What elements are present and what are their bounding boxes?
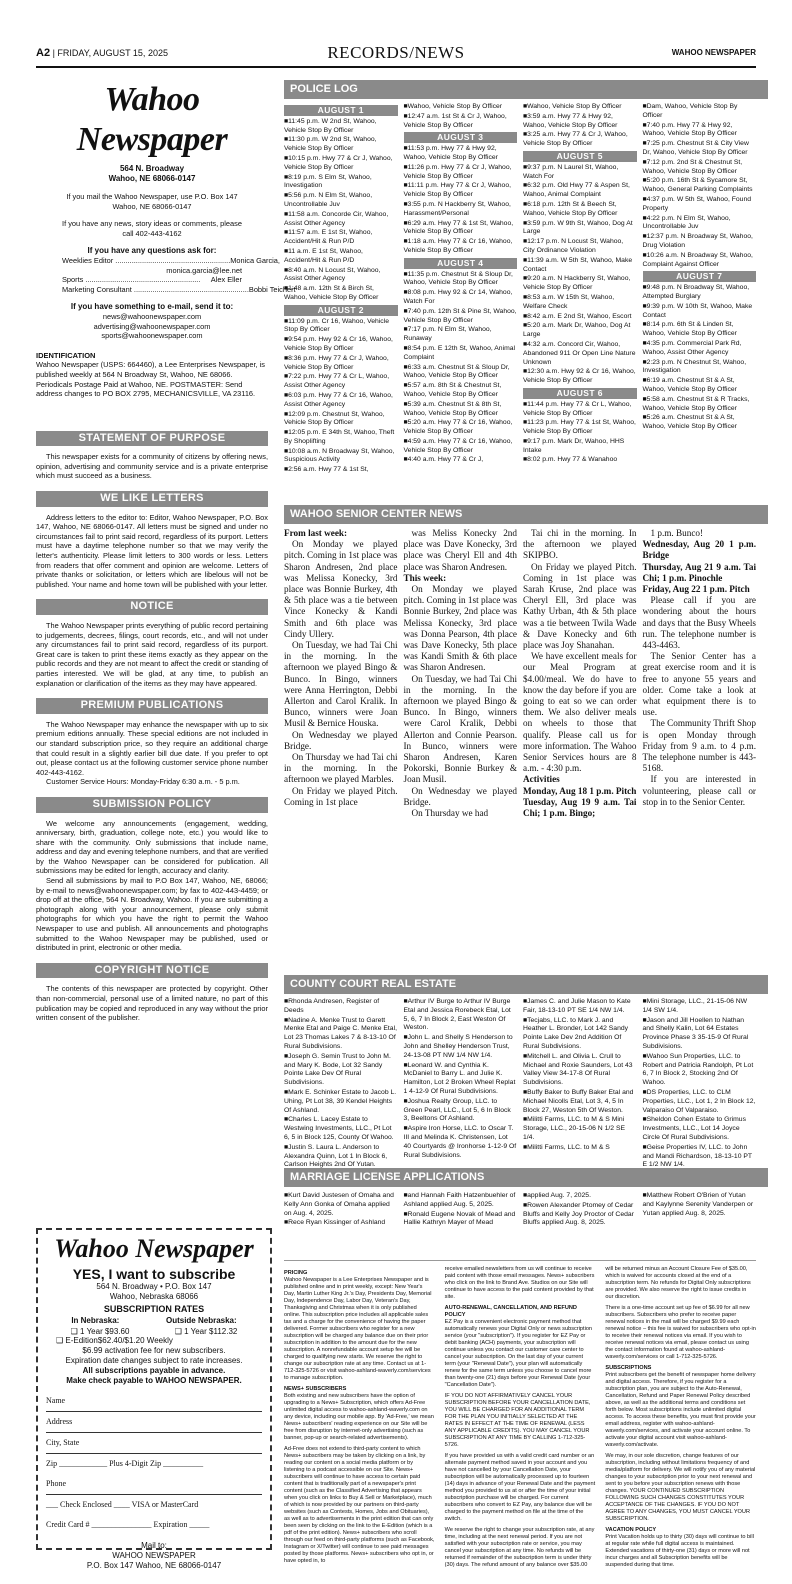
contact-row <box>62 255 280 266</box>
log-entry: ■ 11 a.m. E 1st St, Wahoo, Accident/Hit & Run P/D <box>284 248 398 266</box>
log-entry: ■ 11:45 p.m. W 2nd St, Wahoo, Vehicle Stop By Officer <box>284 118 398 136</box>
column <box>605 1266 756 1566</box>
senior-subheading: From last week: <box>284 528 348 538</box>
date-heading: AUGUST 4 <box>404 258 518 269</box>
senior-paragraph: On Thursday we had <box>411 808 489 819</box>
log-entry: ■ Buffy Baker to Buffy Baker Etal and Michael Nicolls Etal, Lot 3, 4, 5 In Block 27, Weston 5th Of Weston. <box>523 1089 637 1115</box>
statement-heading: STATEMENT OF PURPOSE <box>36 431 268 447</box>
terms-paragraph: If you have provided us with a valid credit card number or an alternate payment method saved in your account and you have not cancelled by your Cancellation Date, your subscription will be automatically processed up to fourteen (14) days in advance of your Renewal Date and the payment method you provided to us at or after the time of your initial subscription purchase will be charged. For current subscribers who convert to EZ Pay, any balance due will be charged to the payment method on file at the time of the switch. <box>444 1453 596 1522</box>
senior-subheading: Tuesday, Aug 19 9 a.m. Tai Chi; 1 p.m. Bingo; <box>523 796 637 819</box>
email-address: news@wahoonewspaper.com <box>102 311 202 321</box>
senior-subheading: Thursday, Aug 21 9 a.m. Tai Chi; 1 p.m. Pinochle <box>642 561 756 583</box>
senior-paragraph: The Senior Center has a great exercise room and it is free to anyone 55 years and older. Come take a look at what equipment there is to use. <box>642 651 756 718</box>
premium-text: The Wahoo Newspaper may enhance the newspaper with up to six premium editions annually. These special editions are not included in our standard subscription price, so they require an additional charge that could result in a slightly earlier bill due date. If you prefer to opt out, please contact us at the following customer service phone number 402-443-4162. <box>36 719 268 777</box>
submission-text: Send all submissions by mail to P.O Box 147, Wahoo, NE, 68066; by e-mail to news@wahoonewspaper.com; by fax to 402-443-4459; or drop off at the office, 564 N. Broadway, Wahoo. If you are submitting a photograph along with your announcement, please only submit photographs for which you have the right to permit the Wahoo Newspaper to use and publish. All announcements and photographs submitted to the Wahoo Newspaper may be published, used or distributed in print, electronic or other media. <box>36 876 268 953</box>
terms-paragraph: receive emailed newsletters from us will continue to receive paid content with those email messages. News+ subscribers who click on the link to Brand Ave. Studios on our Site will continue to have access to the paid content provided by that site. <box>444 1266 595 1300</box>
senior-subheading: Friday, Aug 22 1 p.m. Pitch <box>642 584 750 595</box>
log-entry: ■ 10:08 a.m. N Broadway St, Wahoo, Suspicious Activity <box>284 448 398 466</box>
terms-heading: VACATION POLICY <box>605 1527 657 1533</box>
log-entry: ■ Nadine A. Menke Trust to Garett Menke Etal and Paige C. Menke Etal, Lot 23 Thomas Lakes 7 & 8-13-10 Of Rural Subdivisions. <box>284 1017 398 1052</box>
senior-subheading: Activities <box>523 774 560 785</box>
column <box>403 998 518 1159</box>
paper-name: WAHOO NEWSPAPER <box>671 48 756 57</box>
senior-paragraph: On Wednesday we played Bridge. <box>403 785 517 807</box>
coupon-address: Wahoo, Nebraska 68066 <box>109 1292 199 1301</box>
out-state-rate[interactable]: ❑ 1 Year $112.32 <box>174 1327 238 1336</box>
terms-paragraph: EZ Pay is a convenient electronic payment method that automatically renews your Digital Only or news subscription service (your "subscription"). If you register for EZ Pay or debit banking (ACH) payments, your subscription will continue unless you contact our customer care center to cancel your subscription. On the last day of your current term (your "Renewal Date"), your plan will automatically renew for the same term unless you choose to cancel more than twenty-one (21) days before your Renewal Date (your "Cancellation Date"). <box>444 1319 593 1388</box>
log-entry: ■ Jason and Jill Hoellen to Nathan and Shelly Kalin, Lot 64 Estates Province Phase 3 35-15-9 Of Rural Subdivisions. <box>643 1017 757 1052</box>
submission-heading: SUBMISSION POLICY <box>36 797 268 813</box>
log-entry: ■ Joshua Realty Group, LLC. to Green Pearl, LLC., Lot 5, 6 In Block 3, Beeltons Of Ashland. <box>404 1098 518 1124</box>
terms-paragraph: Print Vacation holds up to thirty (30) days will continue to bill at regular rate while full digital access is maintained. Extended vacations of thirty-one (31) days or more will not incur charges and all Subscription benefits will be suspended during that time. <box>605 1534 754 1568</box>
senior-paragraph: On Monday we played pitch. Coming in 1st place was Sharon Andresen, 2nd place was Melissa Konecky, 3rd place was Bonnie Burkey, 4th & 5th place was a tie between Vince Konecky & Kandi Smith and 6th place was Cindy Ullery. <box>284 539 398 639</box>
log-entry: ■ 4:37 p.m. W 5th St, Wahoo, Found Property <box>643 196 757 214</box>
log-entry: ■ 3:59 p.m. W 9th St, Wahoo, Dog At Large <box>523 220 637 238</box>
senior-paragraph: On Thursday we had Tai chi in the morning. In the afternoon we played Marbles. <box>284 752 398 785</box>
log-entry: ■ 9:48 p.m. N Broadway St, Wahoo, Attempted Burglary <box>643 284 757 302</box>
mail-to-address: P.O. Box 147 Wahoo, NE 68066-0147 <box>86 1561 222 1570</box>
log-entry: ■ 8:42 a.m. E 2nd St, Wahoo, Escort <box>523 313 637 322</box>
log-entry: ■ Mitchell L. and Olivia L. Crull to Michael and Roxie Saunders, Lot 43 Valley View 34-17-8 Of Rural Subdivisions. <box>523 1053 637 1088</box>
date-heading: AUGUST 2 <box>284 305 398 316</box>
log-entry: ■ 6:29 a.m. Hwy 77 & 1st St, Wahoo, Vehicle Stop By Officer <box>404 220 518 238</box>
police-log <box>284 103 756 474</box>
in-state-label: In Nebraska: <box>71 1316 120 1325</box>
letters-text: Address letters to the editor to: Editor, Wahoo Newspaper, P.O. Box 147, Wahoo, NE 68066-0147. All letters must be signed and under no circumstances fail to print said record, regardless of its purport. Letters must have a daytime telephone number so that we may verify the letter's authenticity. Please limit letters to 300 words or less. Letters from readers that offer comment and opinion are welcome. Letters of private thanks or solicitation, or letters which are libelous will not be published. Your name and home town will be published with your letter. <box>36 512 268 589</box>
log-entry: ■ Rhonda Andresen, Register of Deeds <box>284 998 398 1016</box>
log-entry: ■ 1:18 a.m. Hwy 77 & Cr 16, Wahoo, Vehicle Stop By Officer <box>404 238 518 256</box>
column <box>404 528 518 958</box>
log-entry: ■ 7:17 p.m. N Elm St, Wahoo, Runaway <box>404 326 518 344</box>
log-entry: ■ Tecjabs, LLC. to Mark J. and Heather L. Bronder, Lot 142 Sandy Pointe Lake Dev 2nd Addition Of Rural Subdivisions. <box>523 1017 637 1052</box>
log-entry: ■ 5:39 a.m. Chestnut St & 8th St, Wahoo, Vehicle Stop By Officer <box>404 401 518 419</box>
in-state-rate[interactable]: ❑ 1 Year $93.60 <box>70 1327 130 1336</box>
senior-paragraph: Tai chi in the morning. In the afternoon we played SKIPBO. <box>523 528 637 561</box>
senior-paragraph: The Community Thrift Shop is open Monday through Friday from 9 a.m. to 4 p.m. The telephone number is 443-5168. <box>642 718 756 774</box>
senior-center-news <box>284 528 756 958</box>
submission-text: We welcome any announcements (engagement, wedding, anniversary, birth, graduation, college note, etc.) you would like to share with the community. Only submissions that include name, address and day and evening telephone numbers, and that are verified by the Wahoo Newspaper can be considered for publication. All submissions may be edited for length, accuracy and clarity. <box>36 818 268 876</box>
log-entry: ■ Militti Farms, LLC. to M & S Mini Storage, LLC., 20-15-06 N 1/2 SE 1/4. <box>523 1116 637 1142</box>
log-entry: ■ 5:20 a.m. Mark Dr, Wahoo, Dog At Large <box>523 322 637 340</box>
terms-paragraph: Wahoo Newspaper is a Lee Enterprises Newspaper and is published online and in print weekly, except: New Year's Day, Martin Luther King Jr.'s Day, Presidents Day, Memorial Day, Independence Day, Labor Day, Veteran's Day, Thanksgiving and Christmas when it is only published online. This subscription price includes all applicable sales tax and a charge for the convenience of having the paper delivered. Former subscribers who register for a new subscription will be charged any balance due on their prior subscription in addition to the amount due for the new subscription. A nonrefundable account setup fee will be charged to qualifying new starts. We reserve the right to change our subscription rate at any time. Contact us at 1-712-325-5726 or visit wahoo-ashland-waverly.com/services to manage subscription. <box>284 1277 432 1381</box>
log-entry: ■ Mark E. Schinker Estate to Jacob L. Uhing, Pt Lot 38, 39 Kendel Heights Of Ashland. <box>284 1089 398 1115</box>
log-entry: ■ John L. and Shelly S Henderson to John and Shelley Henderson Trust, 24-13-08 PT NW 1/4 NW 1/4. <box>404 1034 518 1060</box>
real-estate-list <box>284 998 756 1169</box>
senior-paragraph: On Tuesday, we had Tai Chi in the morning. In the afternoon we played Bingo & Bunco. In Bingo, winners were Anna Herrington, Debbi Allerton and Carol Kralik. In Bunco, winners were Joan Musil & Bernice Houska. <box>284 640 398 729</box>
column <box>284 528 398 958</box>
column <box>523 998 637 1151</box>
column <box>284 1192 398 1252</box>
out-state-label: Outside Nebraska: <box>165 1316 237 1325</box>
column <box>445 1266 596 1566</box>
log-entry: ■ 12:47 a.m. 1st St & Cr J, Wahoo, Vehicle Stop By Officer <box>404 113 518 131</box>
notice-text: The Wahoo Newspaper prints everything of public record pertaining to judgements, decrees, filings, court records, etc., and will not under any circumstances fail to print said record, regardless of its purport. Great care is taken to print these items exactly as they appear on the public records and they are not meant to affect the credit or standing of parties interested. We will be glad, at any time, to publish an explanation or clarification of the items as they may have appeared. <box>36 621 268 688</box>
log-entry: ■ 4:35 p.m. Commercial Park Rd, Wahoo, Assist Other Agency <box>643 340 757 358</box>
column <box>643 528 757 958</box>
log-entry: ■ 12:37 p.m. N Broadway St, Wahoo, Drug Violation <box>643 233 757 251</box>
log-entry: ■ Militti Farms, LLC. to M & S <box>523 1144 637 1153</box>
subscription-terms <box>284 1266 756 1566</box>
log-entry: ■ 3:55 p.m. N Hackberry St, Wahoo, Harassment/Personal <box>404 201 518 219</box>
log-entry: ■ applied Aug. 7, 2025. <box>523 1192 637 1201</box>
log-entry: ■ Leonard W. and Cynthia K. McDaniel to Barry L. and Julie K. Hamilton, Lot 2 Broken Wheel Replat 1 4-12-9 Of Rural Subdivisions. <box>404 1062 518 1097</box>
log-entry: ■ 6:03 p.m. Hwy 77 & Cr 16, Wahoo, Assist Other Agency <box>284 392 398 410</box>
rates-values <box>48 1327 260 1336</box>
log-entry: ■ 6:19 a.m. Chestnut St & A St, Wahoo, Vehicle Stop By Officer <box>643 377 757 395</box>
log-entry: ■ 5:26 a.m. Chestnut St & A St, Wahoo, Vehicle Stop By Officer <box>643 414 757 432</box>
log-entry: ■ 7:40 p.m. Hwy 77 & Hwy 92, Wahoo, Vehicle Stop By Officer <box>643 122 757 140</box>
senior-paragraph: Please call if you are wondering about the hours and days that the Busy Wheels run. The telephone number is 443-4463. <box>642 595 756 651</box>
date-heading: AUGUST 5 <box>523 151 637 162</box>
identification-heading: IDENTIFICATION <box>36 350 96 360</box>
subscription-coupon <box>36 1228 272 1570</box>
log-entry: ■ 2:56 a.m. Hwy 77 & 1st St, <box>284 466 398 475</box>
log-entry: ■ Ronald Eugene Novak of Mead and Hallie Kathryn Mayer of Mead <box>404 1211 518 1229</box>
log-entry: ■ 12:09 p.m. Chestnut St, Wahoo, Vehicle Stop By Officer <box>284 411 398 429</box>
senior-paragraph: 1 p.m. Bunco! <box>650 528 704 538</box>
log-entry: ■ 12:17 p.m. N Locust St, Wahoo, City Ordinance Violation <box>523 238 637 256</box>
terms-paragraph: will be returned minus an Account Closure Fee of $35.00, which is waived for accounts closed at the end of a subscription term. No refunds for Digital Only subscriptions are provided. We also reserve the right to issue credits in our discretion. <box>605 1266 751 1300</box>
log-entry: ■ Dam, Wahoo, Vehicle Stop By Officer <box>643 103 757 121</box>
mail-to <box>38 1541 270 1571</box>
log-entry: ■ 5:56 p.m. N Elm St, Wahoo, Uncontrollable Juv <box>284 192 398 210</box>
date-heading: AUGUST 3 <box>404 132 518 143</box>
log-entry: ■ 10:26 a.m. N Broadway St, Wahoo, Complaint Against Officer <box>643 252 757 270</box>
masthead-address <box>36 164 268 184</box>
senior-paragraph: We have excellent meals for our Meal Program at $4.00/meal. We do have to know the day before if you are going to eat so we can order them. We also deliver meals on wheels to those that qualify. Please call us for more information. The Wahoo Senior Services hours are 8 a.m. - 4:30 p.m. <box>523 651 637 774</box>
zip-field[interactable]: Zip ____________ Plus 4-Digit Zip __________ <box>46 1459 204 1468</box>
log-entry: ■ 6:32 p.m. Old Hwy 77 & Aspen St, Wahoo, Animal Complaint <box>523 182 637 200</box>
column <box>404 1192 518 1252</box>
log-entry: ■ Wahoo Sun Properties, LLC. to Robert and Patricia Randolph, Pt Lot 6, 7 In Block 2, Stocking 2nd Of Wahoo. <box>643 1053 757 1088</box>
senior-paragraph: On Friday we played Pitch. Coming in 1st place <box>284 785 398 807</box>
contact-row <box>62 275 242 285</box>
log-entry: ■ Mini Storage, LLC., 21-15-06 NW 1/4 SW 1/4. <box>643 998 757 1016</box>
mail-note: If you mail the Wahoo Newspaper, use P.O. Box 147 Wahoo, NE 68066-0147 <box>66 192 238 211</box>
log-entry: ■ 11:09 p.m. Cr 16, Wahoo, Vehicle Stop By Officer <box>284 318 398 336</box>
log-entry: ■ Rece Ryan Kissinger of Ashland <box>284 1219 398 1228</box>
page-date: FRIDAY, AUGUST 15, 2025 <box>57 48 168 58</box>
questions-heading: If you have any questions ask for: <box>87 246 217 256</box>
log-entry: ■ 2:23 p.m. N Chestnut St, Wahoo, Investigation <box>643 359 757 377</box>
log-entry: ■ 9:17 p.m. Mark Dr, Wahoo, HHS Intake <box>523 438 637 456</box>
log-entry: ■ 11:30 p.m. W 2nd St, Wahoo, Vehicle Stop By Officer <box>284 136 398 154</box>
marriage-heading: MARRIAGE LICENSE APPLICATIONS <box>284 1168 768 1187</box>
left-column <box>36 78 296 1023</box>
log-entry: ■ 5:58 a.m. Chestnut St & R Tracks, Wahoo, Vehicle Stop By Officer <box>643 396 757 414</box>
log-entry: ■ 5:57 a.m. 8th St & Chestnut St, Wahoo, Vehicle Stop By Officer <box>404 382 518 400</box>
notice-heading: NOTICE <box>36 599 268 615</box>
log-entry: ■ 11:57 a.m. E 1st St, Wahoo, Accident/Hit & Run P/D <box>284 229 398 247</box>
senior-paragraph: On Tuesday, we had Tai Chi in the morning. In the afternoon we played Bingo & Bunco. In Bingo, winners were Carol Kralik, Debbi Allerton and Connie Pearson. In Bunco, winners were Sharon Andresen, Karen Pokorski, Bonnie Burkey & Joan Musil. <box>403 673 517 785</box>
column <box>643 1192 757 1252</box>
log-entry: ■ 11:23 p.m. Hwy 77 & 1st St, Wahoo, Vehicle Stop By Officer <box>523 419 637 437</box>
terms-heading: AUTO-RENEWAL, CANCELLATION, AND REFUND POLICY <box>444 1305 577 1318</box>
log-entry: ■ 9:39 p.m. W 10th St, Wahoo, Make Contact <box>643 303 757 321</box>
contact-name: Alex Eller <box>210 275 242 285</box>
coupon-address: 564 N. Broadway • P.O. Box 147 <box>96 1282 212 1291</box>
coupon-title: YES, I want to subscribe <box>72 1266 236 1282</box>
log-entry: ■ 8:53 a.m. W 15th St, Wahoo, Welfare Check <box>523 294 637 312</box>
terms-paragraph: There is a one-time account set up fee of $6.99 for all new subscribers. Subscribers who prefer to receive paper renewal notices in the mail will be charged $9.99 each renewal notice – this fee is waived for subscribers who opt-in to receive their renewal notices via email. If you wish to receive renewal notices via email, please contact us using the contact information found at wahoo-ashland-waverly.com/services or call 1-712-325-5726. <box>605 1305 756 1360</box>
email-heading: If you have something to e-mail, send it to: <box>70 302 234 312</box>
activation-fee: $6.99 activation fee for new subscribers. <box>82 1346 226 1355</box>
e-edition-rate[interactable]: ❑ E-Edition$62.40/$1.20 Weekly <box>56 1336 173 1345</box>
contact-name: Monica Garcia, <box>230 255 280 265</box>
rates-heading: SUBSCRIPTION RATES <box>103 1304 205 1314</box>
column <box>523 103 637 464</box>
contact-row: monica.garcia@lee.net <box>166 265 242 275</box>
log-entry: ■ 4:22 p.m. N Elm St, Wahoo, Uncontrollable Juv <box>643 215 757 233</box>
log-entry: ■ Arthur IV Burge to Arthur IV Burge Etal and Jessica Rorebeck Etal, Lot 5, 6, 7 In Block 2, East Weston Of Weston. <box>404 998 518 1033</box>
senior-paragraph: On Wednesday we played Bridge. <box>284 729 398 751</box>
log-entry: ■ Rowen Alexander Ptomey of Cedar Bluffs and Kelly Joy Proctor of Cedar Bluffs applied Aug. 8, 2025. <box>523 1202 637 1228</box>
log-entry: ■ 6:33 a.m. Chestnut St & Sloup Dr, Wahoo, Vehicle Stop By Officer <box>404 364 518 382</box>
senior-heading: WAHOO SENIOR CENTER NEWS <box>284 505 768 524</box>
log-entry: ■ 8:54 p.m. E 12th St, Wahoo, Animal Complaint <box>404 345 518 363</box>
log-entry: ■ Wahoo, Vehicle Stop By Officer <box>404 103 518 112</box>
terms-paragraph: We may, in our sole discretion, change features of our subscription, including without limitations frequency of and media/platform for delivery. We will notify you of any material changes to your subscription prior to your next renewal and sent to you before your subscription renews with those changes. YOUR CONTINUED SUBSCRIPTION FOLLOWING SUCH CHANGES CONSTITUTES YOUR ACCEPTANCE OF THE CHANGES. IF YOU DO NOT AGREE TO ANY CHANGES, YOU MUST CANCEL YOUR SUBSCRIPTION. <box>605 1453 756 1522</box>
log-entry: ■ James C. and Julie Mason to Kate Fair, 18-13-10 PT SE 1/4 NW 1/4. <box>523 998 637 1016</box>
terms-paragraph: Print subscribers get the benefit of newspaper home delivery and digital access. Therefore, if you register for a subscription plan, you are subject to the Auto-Renewal, Cancellation, Refund and Paper Renewal Policy described above, as well as the additional terms and conditions set forth below. Most subscriptions include unlimited digital access. To access these benefits, you must first provide your email address, register with wahoo-ashland-waverly.com/services, and activate your account online. To activate your digital account visit wahoo-ashland-waverly.com/activate. <box>605 1372 756 1448</box>
log-entry: ■ Matthew Robert O'Brien of Yutan and Kaylynne Serenity Vanderpen or Yutan applied Aug. 8, 2025. <box>643 1192 757 1218</box>
log-entry: ■ Justin S. Laura L. Anderson to Alexandra Quinn, Lot 1 In Block 6, Carlson Heights 2nd Of Yutan. <box>284 1144 398 1170</box>
log-entry: ■ 6:18 p.m. 12th St & Beech St, Wahoo, Vehicle Stop By Officer <box>523 201 637 219</box>
log-entry: ■ 3:59 a.m. Hwy 77 & Hwy 92, Wahoo, Vehicle Stop By Officer <box>523 113 637 131</box>
log-entry: ■ 5:20 a.m. Hwy 77 & Cr 16, Wahoo, Vehicle Stop By Officer <box>404 419 518 437</box>
mail-to-label: Mail to: <box>141 1541 167 1550</box>
log-entry: ■ 11:35 p.m. Chestnut St & Sloup Dr, Wahoo, Vehicle Stop By Officer <box>404 271 518 289</box>
copyright-heading: COPYRIGHT NOTICE <box>36 963 268 979</box>
identification-text: Wahoo Newspaper (USPS: 664460), a Lee Enterprises Newspaper, is published weekly at 564 N Broadway St, Wahoo, NE 68066. Periodicals Postage Paid at Wahoo, NE. POSTMASTER: Send address changes to PO BOX 2795, MECHANICSVILLE, VA 23116. <box>36 360 265 399</box>
senior-paragraph: was Meliss Konecky 2nd place was Dave Konecky, 3rd place was Cheryl Ell and 4th place was Sharon Andresen. <box>403 528 517 572</box>
log-entry: ■ 10:15 p.m. Hwy 77 & Cr J, Wahoo, Vehicle Stop By Officer <box>284 155 398 173</box>
coupon-logo: Wahoo Newspaper <box>54 1234 254 1263</box>
contact-role: Marketing Consultant ..... <box>62 285 249 295</box>
divider <box>284 1260 756 1261</box>
contact-role: Sports ..... <box>62 275 211 285</box>
log-entry: ■ 11:58 a.m. Concorde Cir, Wahoo, Assist Other Agency <box>284 211 398 229</box>
masthead-logo: Wahoo Newspaper <box>76 81 228 158</box>
log-entry: ■ 7:40 p.m. 12th St & Pine St, Wahoo, Vehicle Stop By Officer <box>404 308 518 326</box>
log-entry: ■ 11:39 a.m. W 5th St, Wahoo, Make Contact <box>523 257 637 275</box>
column <box>523 528 637 958</box>
page-header <box>36 42 756 68</box>
log-entry: ■ Kurt David Justesen of Omaha and Kelly Ann Gonka of Omaha applied on Aug. 4, 2025. <box>284 1192 398 1218</box>
email-address: sports@wahoonewspaper.com <box>101 331 203 341</box>
letters-heading: WE LIKE LETTERS <box>36 491 268 507</box>
log-entry: ■ 11:26 p.m. Hwy 77 & Cr J, Wahoo, Vehicle Stop By Officer <box>404 164 518 182</box>
ideas-note: If you have any news, story ideas or comments, please call 402-443-4162 <box>62 219 242 238</box>
column <box>643 103 757 459</box>
name-field[interactable]: Name <box>46 1396 262 1412</box>
log-entry: ■ 8:02 p.m. Hwy 77 & Wanahoo <box>523 456 637 465</box>
log-entry: ■ 8:36 p.m. Hwy 77 & Cr J, Wahoo, Vehicle Stop By Officer <box>284 355 398 373</box>
address-field[interactable]: Address <box>46 1417 262 1433</box>
log-entry: ■ 3:25 a.m. Hwy 77 & Cr J, Wahoo, Vehicle Stop By Officer <box>523 131 637 149</box>
premium-hours: Customer Service Hours: Monday-Friday 6:30 a.m. - 5 p.m. <box>46 777 240 787</box>
city-state-field[interactable]: City, State <box>46 1438 262 1454</box>
senior-subheading: Wednesday, Aug 20 1 p.m. Bridge <box>642 539 756 561</box>
terms-paragraph: We reserve the right to change your subscription rate, at any time, including at the next renewal period. If you are not satisfied with your subscription rate or service, you may cancel your subscription at any time. No refunds will be returned if remainder of the subscription term is under thirty (30) days. The refund amount of any balance over $35.00 <box>444 1527 595 1568</box>
log-entry: ■ 11:53 p.m. Hwy 77 & Hwy 92, Wahoo, Vehicle Stop By Officer <box>404 145 518 163</box>
log-entry: ■ 12:30 a.m. Hwy 92 & Cr 16, Wahoo, Vehicle Stop By Officer <box>523 368 637 386</box>
column <box>284 998 398 1169</box>
statement-text: This newspaper exists for a community of citizens by offering news, opinion, advertising and community service and is a private enterprise which must succeed as a business. <box>36 452 268 481</box>
column <box>523 1192 637 1252</box>
rates-labels <box>48 1316 260 1325</box>
date-heading: AUGUST 1 <box>284 105 398 116</box>
expiration-note: Expiration date changes subject to rate increases. <box>65 1356 243 1365</box>
column <box>642 998 757 1169</box>
date-heading: AUGUST 6 <box>523 388 637 399</box>
page-number: A2 <box>36 47 51 59</box>
contact-name: Bobbi Teichert <box>248 284 296 294</box>
phone-field[interactable]: Phone <box>46 1479 262 1495</box>
log-entry: ■ DS Properties, LLC. to CLM Properties, LLC., Lot 1, 2 In Block 12, Valparaiso Of Valparaiso. <box>643 1089 757 1115</box>
senior-subheading: Monday, Aug 18 1 p.m. Pitch <box>523 785 637 796</box>
log-entry: ■ 7:12 p.m. 2nd St & Chestnut St, Wahoo, Vehicle Stop By Officer <box>643 159 757 177</box>
credit-card-field[interactable]: Credit Card # _______________ Expiration _____ <box>46 1520 210 1529</box>
senior-paragraph: On Monday we played pitch. Coming in 1st place was Bonnie Burkey, 2nd place was Melissa Konecky, 3rd place was Donna Pearson, 4th place was Dave Konecky, 5th place was Kandi Smith & 6th place was Sharon Andresen. <box>403 584 517 673</box>
address-line: 564 N. Broadway <box>119 164 185 173</box>
log-entry: ■ and Hannah Faith Hatzenbuehler of Ashland applied Aug. 5, 2025. <box>404 1192 518 1210</box>
column <box>403 103 518 464</box>
terms-paragraph: Both existing and new subscribers have the option of upgrading to a News+ Subscription, which offers Ad-Free unlimited digital access to wahoo-ashland-waverly.com on any device, including our mobile app. By 'Ad-Free,' we mean News+ subscribers' reading experience on our Site will be free from disruption by internet-only advertising (such as banner, pop-up or search-related advertisements). <box>284 1393 434 1441</box>
column <box>284 103 398 474</box>
contact-role: Weeklies Editor ..... <box>62 256 230 266</box>
log-entry: ■ 9:37 p.m. N Laurel St, Wahoo, Watch For <box>523 164 637 182</box>
log-entry: ■ 12:05 p.m. E 34th St, Wahoo, Theft By Shoplifting <box>284 429 398 447</box>
log-entry: ■ 4:32 a.m. Concord Cir, Wahoo, Abandoned 911 Or Open Line Nature Unknown <box>523 341 637 367</box>
email-address: advertising@wahoonewspaper.com <box>93 321 211 331</box>
log-entry: ■ Joseph G. Semin Trust to John M. and Mary K. Bode, Lot 32 Sandy Pointe Lake Dev Of Rural Subdivisions. <box>284 1053 398 1088</box>
log-entry: ■ 7:22 p.m. Hwy 77 & Cr L, Wahoo, Assist Other Agency <box>284 373 398 391</box>
log-entry: ■ 8:19 p.m. S Elm St, Wahoo, Investigation <box>284 174 398 192</box>
address-line: Wahoo, NE 68066-0147 <box>108 174 196 183</box>
page-folio: A2 | FRIDAY, AUGUST 15, 2025 <box>36 47 168 59</box>
log-entry: ■ Wahoo, Vehicle Stop By Officer <box>523 103 637 112</box>
realestate-heading: COUNTY COURT REAL ESTATE <box>284 975 768 994</box>
terms-paragraph: IF YOU DO NOT AFFIRMATIVELY CANCEL YOUR SUBSCRIPTION BEFORE YOUR CANCELLATION DATE, YOU WILL BE CHARGED FOR AN ADDITIONAL TERM FOR THE PLAN YOU INITIALLY SELECTED AT THE RATES IN EFFECT AT THE TIME OF RENEWAL (LESS ANY APPLICABLE CREDITS). YOU MAY CANCEL YOUR SUBSCRIPTION AT ANY TIME BY CALLING 1-712-325-5726. <box>444 1393 591 1448</box>
terms-paragraph: Ad-Free does not extend to third-party content to which News+ subscribers may be taken by clicking on a link, by reading our content on a social media platform or by listening to a podcast accessible on our Site. News+ subscribers will continue to have access to certain paid content that is traditionally part of a newspaper's print content (such as the Classified Advertising that appears when you click on links to Buy & Sell or Marketplace), much of which is now provided by our partners on third-party websites (such as Contests, Homes, Jobs and Obituaries), as well as to advertisements in the print edition that can only been seen by clicking on the link to the E-Edition (which is a pdf of the print edition). News+ subscribers who scroll through our feed on third-party platforms (such as Facebook, Instagram or X/Twitter) will continue to see paid messages posted by those platforms. News+ subscribers who opt in, or have opted in, to <box>284 1446 435 1564</box>
senior-subheading: This week: <box>403 572 447 583</box>
log-entry: ■ 7:25 p.m. Chestnut St & City View Dr, Wahoo, Vehicle Stop By Officer <box>643 140 757 158</box>
log-entry: ■ 11:44 p.m. Hwy 77 & Cr L, Wahoo, Vehicle Stop By Officer <box>523 401 637 419</box>
log-entry: ■ 8:14 p.m. 6th St & Linden St, Wahoo, Vehicle Stop By Officer <box>643 321 757 339</box>
log-entry: ■ Charles L. Lacey Estate to Westwing Investments, LLC., Pt Lot 6, 5 in Block 125, County Of Wahoo. <box>284 1116 398 1142</box>
terms-heading: SUBSCRIPTIONS <box>605 1365 652 1371</box>
log-entry: ■ 5:20 p.m. 16th St & Sycamore St, Wahoo, General Parking Complaints <box>643 177 757 195</box>
contact-list <box>36 255 296 294</box>
log-entry: ■ Sheldon Cohen Estate to Grimus Investments, LLC., Lot 14 Joyce Circle Of Rural Subdivisions. <box>643 1116 757 1142</box>
marriage-list <box>284 1192 756 1252</box>
senior-paragraph: If you are interested in volunteering, please call or stop in to the Senior Center. <box>642 774 756 807</box>
log-entry: ■ 11:11 p.m. Hwy 77 & Cr J, Wahoo, Vehicle Stop By Officer <box>404 182 518 200</box>
terms-heading: NEWS+ SUBSCRIBERS <box>284 1386 347 1392</box>
premium-heading: PREMIUM PUBLICATIONS <box>36 698 268 714</box>
advance-note: All subscriptions payable in advance. <box>82 1366 226 1375</box>
copyright-text: The contents of this newspaper are protected by copyright. Other than non-commercial, personal use of a limited nature, no part of this publication may be copied and reproduced in any way without the prior written consent of the publisher. <box>36 984 268 1023</box>
police-log-heading: POLICE LOG <box>284 80 768 99</box>
column <box>284 1266 435 1566</box>
senior-paragraph: On Friday we played Pitch. Coming in 1st place was Sarah Kruse, 2nd place was Cheryl Ell, 3rd place was Kathy Urban, 4th & 5th place was a tie between Twila Wade & Dave Konecky and 6th place was Joy Shanahan. <box>523 561 637 651</box>
terms-heading: PRICING <box>284 1270 308 1276</box>
log-entry: ■ 8:40 a.m. N Locust St, Wahoo, Assist Other Agency <box>284 267 398 285</box>
log-entry: ■ 9:20 a.m. N Hackberry St, Wahoo, Vehicle Stop By Officer <box>523 275 637 293</box>
log-entry: ■ 1:48 a.m. 12th St & Birch St, Wahoo, Vehicle Stop By Officer <box>284 285 398 303</box>
contact-row <box>62 284 296 295</box>
log-entry: ■ 4:59 a.m. Hwy 77 & Cr 16, Wahoo, Vehicle Stop By Officer <box>404 438 518 456</box>
log-entry: ■ 9:54 p.m. Hwy 92 & Cr 16, Wahoo, Vehicle Stop By Officer <box>284 336 398 354</box>
log-entry: ■ Geise Properties IV, LLC. to John and Mandi Richardson, 18-13-10 PT E 1/2 NW 1/4. <box>643 1144 757 1170</box>
coupon-form <box>46 1396 262 1535</box>
mail-to-name: WAHOO NEWSPAPER <box>112 1551 196 1560</box>
log-entry: ■ 8:08 p.m. Hwy 92 & Cr 14, Wahoo, Watch For <box>404 289 518 307</box>
payable-note: Make check payable to WAHOO NEWSPAPER. <box>66 1376 242 1385</box>
section-name: RECORDS/NEWS <box>327 43 465 62</box>
payment-method[interactable]: ___ Check Enclosed ____ VISA or MasterCard <box>46 1500 199 1509</box>
email-list <box>36 312 268 341</box>
log-entry: ■ Aspire Iron Horse, LLC. to Oscar T. III and Melinda K. Christensen, Lot 40 Courtyards @ Ironhorse 1-12-9 Of Rural Subdivisions. <box>404 1125 518 1160</box>
log-entry: ■ 4:40 a.m. Hwy 77 & Cr J, <box>404 456 518 465</box>
date-heading: AUGUST 7 <box>643 271 757 282</box>
